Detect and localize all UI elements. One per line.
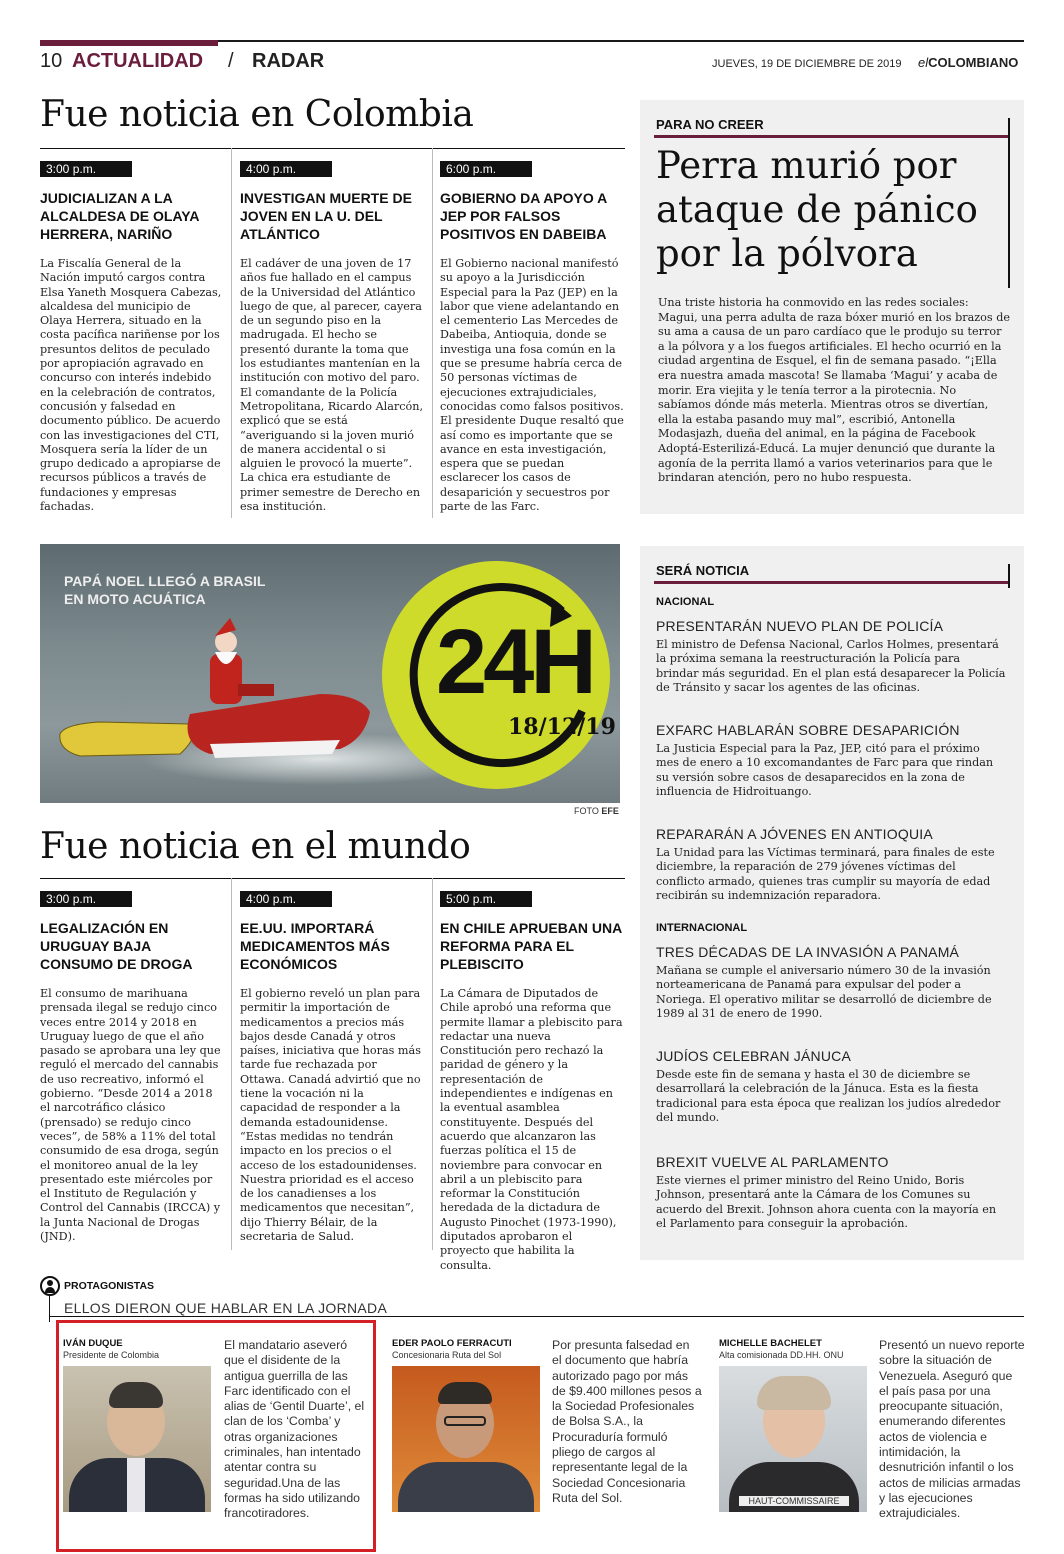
protagonistas-rule-vertical bbox=[49, 1296, 50, 1322]
mundo-item-1 bbox=[40, 888, 224, 1244]
nameplate-sign: HAUT-COMMISSAIRE bbox=[739, 1496, 849, 1506]
sera-noticia-title: EXFARC HABLARÁN SOBRE DESAPARICIÓN bbox=[656, 722, 960, 738]
news-body: El Gobierno nacional manifestó su apoyo a la Jurisdicción Especial para la Paz (JEP) en la labor que viene adelantando en el cementerio Las Mercedes de Dabeiba, Antioquia, donde se investiga una fosa común en la que se presume habría cerca de 50 personas víctimas de ejecuciones extrajudiciales, conocidas como falsos positivos. El presidente Duque resaltó que así como es importante que se avance en esta investigación, espera que se puedan esclarecer los casos de desaparición y secuestros por parte de las Farc. bbox=[440, 257, 624, 514]
sera-noticia-nacional-1 bbox=[656, 618, 1006, 696]
time-badge: 6:00 p.m. bbox=[440, 161, 532, 177]
box-accent-line bbox=[654, 135, 1010, 138]
sera-noticia-label: SERÁ NOTICIA bbox=[656, 563, 750, 578]
news-headline: EE.UU. IMPORTARÁ MEDICAMENTOS MÁS ECONÓMICOS bbox=[240, 920, 390, 972]
yellow-float bbox=[60, 722, 194, 756]
column-divider bbox=[432, 878, 433, 1250]
colombia-item-1 bbox=[40, 158, 224, 514]
person-icon bbox=[40, 1276, 60, 1296]
24h-logo-text: 24H bbox=[436, 611, 593, 713]
newspaper-logo-prefix: el bbox=[918, 55, 929, 70]
news-headline: INVESTIGAN MUERTE DE JOVEN EN LA U. DEL ATLÁNTICO bbox=[240, 190, 412, 242]
column-divider bbox=[231, 148, 232, 518]
protagonist-role: Alta comisionada DD.HH. ONU bbox=[719, 1350, 844, 1360]
protagonist-name: EDER PAOLO FERRACUTI bbox=[392, 1338, 512, 1349]
protagonist-role: Concesionaria Ruta del Sol bbox=[392, 1350, 502, 1360]
colombia-section-title: Fue noticia en Colombia bbox=[40, 94, 474, 135]
box-accent-line bbox=[654, 581, 1010, 584]
page-number: 10 bbox=[40, 50, 63, 72]
para-no-creer-box bbox=[640, 100, 1024, 514]
sera-noticia-nacional-2 bbox=[656, 722, 1006, 800]
time-badge: 5:00 p.m. bbox=[440, 891, 532, 907]
news-headline: JUDICIALIZAN A LA ALCALDESA DE OLAYA HERRERA, NARIÑO bbox=[40, 190, 199, 242]
24h-logo-date: 18/12/19 bbox=[508, 714, 616, 740]
newspaper-logo-name: COLOMBIANO bbox=[928, 55, 1019, 70]
mundo-section-title: Fue noticia en el mundo bbox=[40, 826, 471, 867]
protagonist-photo-ferracuti bbox=[392, 1366, 540, 1512]
sera-noticia-body: Este viernes el primer ministro del Reino Unido, Boris Johnson, presentará ante la Cámara de los Comunes su acuerdo del Brexit. Johnson ahora cuenta con la mayoría en el Parlamento para conseguir la aprobación. bbox=[656, 1174, 997, 1231]
section-separator: / bbox=[228, 50, 234, 72]
photo-caption-line1: PAPÁ NOEL LLEGÓ A BRASIL bbox=[64, 573, 266, 589]
column-divider bbox=[432, 148, 433, 518]
subsection-name: RADAR bbox=[252, 50, 325, 72]
section-name: ACTUALIDAD bbox=[72, 50, 204, 72]
news-headline: GOBIERNO DA APOYO A JEP POR FALSOS POSITIVOS EN DABEIBA bbox=[440, 190, 607, 242]
colombia-top-rule bbox=[40, 148, 625, 149]
box-edge-line bbox=[1008, 564, 1010, 588]
photo-caption bbox=[64, 572, 265, 608]
mundo-item-2 bbox=[240, 888, 424, 1244]
photo-credit-prefix: FOTO bbox=[574, 806, 599, 816]
para-no-creer-headline: Perra murió por ataque de pánico por la pólvora bbox=[656, 144, 978, 275]
sera-noticia-body: La Justicia Especial para la Paz, JEP, citó para el próximo mes de enero a 10 excomandantes de Farc para que rindan su versión sobre casos de desaparecidos en la zona de influencia de Hidroituango. bbox=[656, 742, 994, 799]
protagonist-text: El mandatario aseveró que el disidente de la antigua guerrilla de las Farc identificado con el alias de ‘Gentil Duarte’, el clan de los ‘Comba’ y otras organizaciones criminales, han intentado atentar contra su seguridad.Una de las formas ha sido utilizando francotiradores. bbox=[224, 1338, 365, 1521]
news-headline: LEGALIZACIÓN EN URUGUAY BAJA CONSUMO DE DROGA bbox=[40, 920, 193, 972]
news-body: El cadáver de una joven de 17 años fue hallado en el campus de la Universidad del Atlántico luego de que, al parecer, cayera de un segundo piso en la madrugada. El hecho se presentó durante la toma que los estudiantes mantenían en la institución con motivo del paro. El comandante de la Policía Metropolitana, Ricardo Alarcón, explicó que se está “averiguando si la joven murió de manera accidental o si alguien le provocó la muerte”. La chica era estudiante de primer semestre de Derecho en esa institución. bbox=[240, 257, 424, 514]
protagonist-role: Presidente de Colombia bbox=[63, 1350, 160, 1360]
sera-noticia-internacional-2 bbox=[656, 1048, 1006, 1126]
sera-noticia-body: Desde este fin de semana y hasta el 30 de diciembre se desarrollará la celebración de la Jánuca. Esta es la fiesta tradicional para esta época que realizan los judíos alrededor del mundo. bbox=[656, 1068, 1001, 1125]
protagonist-photo-bachelet bbox=[719, 1366, 867, 1512]
colombia-item-2 bbox=[240, 158, 424, 514]
sera-noticia-body: El ministro de Defensa Nacional, Carlos Holmes, presentará la próxima semana la reestructuración la Policía para brindar más seguridad. En el plan está desaparecer la Policía de Tránsito y sacar los agentes de las oficinas. bbox=[656, 638, 1006, 695]
issue-date: JUEVES, 19 DE DICIEMBRE DE 2019 bbox=[712, 58, 902, 70]
sera-noticia-internacional-1 bbox=[656, 944, 1006, 1022]
header-accent-bar bbox=[40, 40, 218, 46]
protagonist-photo-duque bbox=[63, 1366, 211, 1512]
sera-noticia-body: La Unidad para las Víctimas terminará, para finales de este diciembre, la reparación de 279 jóvenes víctimas del conflicto armado, quienes tras cumplir su mayoría de edad recibirán su indemnización reparadora. bbox=[656, 846, 995, 903]
sera-noticia-nacional-3 bbox=[656, 826, 1006, 904]
news-body: El gobierno reveló un plan para permitir la importación de medicamentos a precios más bajos desde Canadá y otros países, iniciativa que horas más tarde fue rechazada por Ottawa. Canadá advirtió que no tiene la vocación ni la capacidad de responder a la demanda estadounidense. “Estas medidas no tendrán impacto en los precios o el acceso de los estadounidenses. Nuestra prioridad es el acceso de los canadienses a los medicamentos que necesitan”, dijo Thierry Bélair, de la secretaria de Salud. bbox=[240, 987, 421, 1244]
protagonistas-label: PROTAGONISTAS bbox=[64, 1280, 155, 1292]
photo-credit bbox=[574, 806, 619, 816]
para-no-creer-body: Una triste historia ha conmovido en las redes sociales: Magui, una perra adulta de raza bóxer murió en los brazos de su ama a causa de un paro cardíaco que le produjo su terror a la pólvora y a los fuegos artificiales. El hecho ocurrió en la ciudad argentina de Esquel, el fin de semana pasado. “¡Ella era nuestra amada mascota! Se llamaba ‘Magui’ y acaba de morir. Era viejita y le tenía terror a la pirotecnia. No sabíamos dónde más meterla. Mientras otros se divertían, ella la estaba pasando muy mal”, escribió, Antonella Modasjazh, dueña del animal, en la página de Facebook Adoptá-Esterilizá-Educá. La mujer denunció que durante la agonía de la perrita llamó a varios veterinarios para que le brindaran atención, pero no hubo respuesta. bbox=[658, 296, 1010, 485]
protagonistas-subtitle: ELLOS DIERON QUE HABLAR EN LA JORNADA bbox=[64, 1300, 388, 1316]
box-edge-line bbox=[1008, 118, 1010, 288]
protagonist-name: MICHELLE BACHELET bbox=[719, 1338, 822, 1349]
sera-noticia-body: Mañana se cumple el aniversario número 30 de la invasión norteamericana de Panamá para expulsar del poder a Noriega. El operativo militar se desarrolló de diciembre de 1989 al 31 de enero de 1990. bbox=[656, 964, 992, 1021]
sera-noticia-title: BREXIT VUELVE AL PARLAMENTO bbox=[656, 1154, 889, 1170]
news-body: La Cámara de Diputados de Chile aprobó una reforma que permite llamar a plebiscito para redactar una nueva Constitución pero rechazó la paridad de género y la representación de independientes e indígenas en la eventual asamblea constituyente. Después del acuerdo que alcanzaron las fuerzas política el 15 de noviembre para convocar en abril a un plebiscito para reformar la Constitución heredada de la dictadura de Augusto Pinochet (1973-1990), diputados aprobaron el proyecto que habilita la consulta. bbox=[440, 987, 623, 1272]
colombia-item-3 bbox=[440, 158, 624, 514]
protagonist-name: IVÁN DUQUE bbox=[63, 1338, 123, 1349]
mundo-top-rule bbox=[40, 878, 625, 879]
time-badge: 4:00 p.m. bbox=[240, 161, 332, 177]
protagonist-text: Presentó un nuevo reporte sobre la situación de Venezuela. Aseguró que el país pasa por una preocupante situación, enumerando diferentes actos de violencia e intimidación, la desnutrición infantil o los actos de milicias armadas y las ejecuciones extrajudiciales. bbox=[879, 1338, 1025, 1521]
sera-noticia-title: TRES DÉCADAS DE LA INVASIÓN A PANAMÁ bbox=[656, 944, 960, 960]
protagonistas-rule bbox=[49, 1316, 1024, 1317]
nacional-label: NACIONAL bbox=[656, 596, 715, 608]
sera-noticia-box bbox=[640, 546, 1024, 1260]
para-no-creer-label: PARA NO CREER bbox=[656, 117, 764, 132]
sera-noticia-title: PRESENTARÁN NUEVO PLAN DE POLICÍA bbox=[656, 618, 944, 634]
photo-credit-source: EFE bbox=[601, 806, 619, 816]
news-headline: EN CHILE APRUEBAN UNA REFORMA PARA EL PLEBISCITO bbox=[440, 920, 622, 972]
protagonist-text: Por presunta falsedad en el documento que habría autorizado pago por más de $9.400 millones pesos a la Sociedad Profesionales de Bolsa S.A., la Procuraduría formuló pliego de cargos al representante legal de la Sociedad Concesionaria Ruta del Sol. bbox=[552, 1338, 702, 1505]
news-body: El consumo de marihuana prensada ilegal se redujo cinco veces entre 2014 y 2018 en Uruguay luego de que el año pasado se aprobara una ley que reguló el mercado del cannabis de uso recreativo, informó el gobierno. “Desde 2014 a 2018 el narcotráfico clásico (prensado) se redujo cinco veces”, de 58% a 11% del total consumido de esa droga, según el monitoreo anual de la ley presentado este miércoles por el Instituto de Regulación y Control del Cannabis (IRCCA) y la Junta Nacional de Drogas (JND). bbox=[40, 987, 221, 1244]
photo-caption-line2: EN MOTO ACUÁTICA bbox=[64, 591, 206, 607]
santa-arm bbox=[238, 684, 274, 696]
column-divider bbox=[231, 878, 232, 1250]
time-badge: 3:00 p.m. bbox=[40, 891, 132, 907]
internacional-label: INTERNACIONAL bbox=[656, 922, 748, 934]
sera-noticia-internacional-3 bbox=[656, 1154, 1006, 1232]
news-body: La Fiscalía General de la Nación imputó cargos contra Elsa Yaneth Mosquera Cabezas, alcaldesa del municipio de Olaya Herrera, situado en la costa pacífica nariñense por los presuntos delitos de peculado por apropiación agravado en concurso con interés indebido en la celebración de contratos, concusión y falsedad en documento público. De acuerdo con las investigaciones del CTI, Mosquera sería la líder de un grupo dedicado a apropiarse de recursos públicos a través de fundaciones y empresas fachadas. bbox=[40, 257, 222, 514]
newspaper-logo bbox=[918, 55, 1018, 70]
time-badge: 3:00 p.m. bbox=[40, 161, 132, 177]
sera-noticia-title: JUDÍOS CELEBRAN JÁNUCA bbox=[656, 1048, 851, 1064]
mundo-item-3 bbox=[440, 888, 624, 1273]
sera-noticia-title: REPARARÁN A JÓVENES EN ANTIOQUIA bbox=[656, 826, 933, 842]
time-badge: 4:00 p.m. bbox=[240, 891, 332, 907]
